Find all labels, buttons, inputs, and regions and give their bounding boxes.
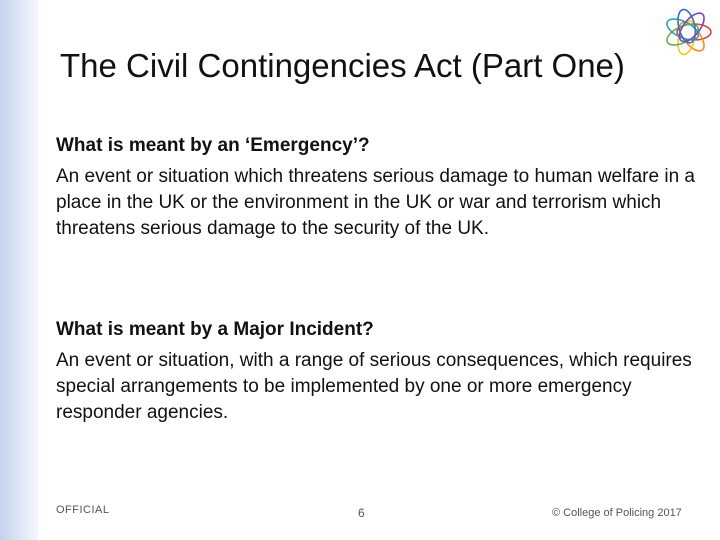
major-incident-definition-section [56, 314, 696, 426]
side-accent-bar [0, 0, 38, 540]
copyright-notice: © College of Policing 2017 [552, 507, 682, 519]
page-number: 6 [358, 506, 365, 520]
major-incident-question: What is meant by a Major Incident? [56, 319, 374, 340]
emergency-question: What is meant by an ‘Emergency’? [56, 135, 370, 156]
emergency-answer: An event or situation which threatens serious damage to human welfare in a place in the UK or the environment in the UK or war and terrorism which threatens serious damage to the security of the UK. [56, 166, 695, 239]
classification-label: OFFICIAL [56, 504, 110, 516]
major-incident-answer: An event or situation, with a range of serious consequences, which requires special arrangements to be implemented by one or more emergency responder agencies. [56, 350, 692, 423]
emergency-definition-section [56, 130, 696, 242]
slide-title: The Civil Contingencies Act (Part One) [60, 47, 625, 84]
